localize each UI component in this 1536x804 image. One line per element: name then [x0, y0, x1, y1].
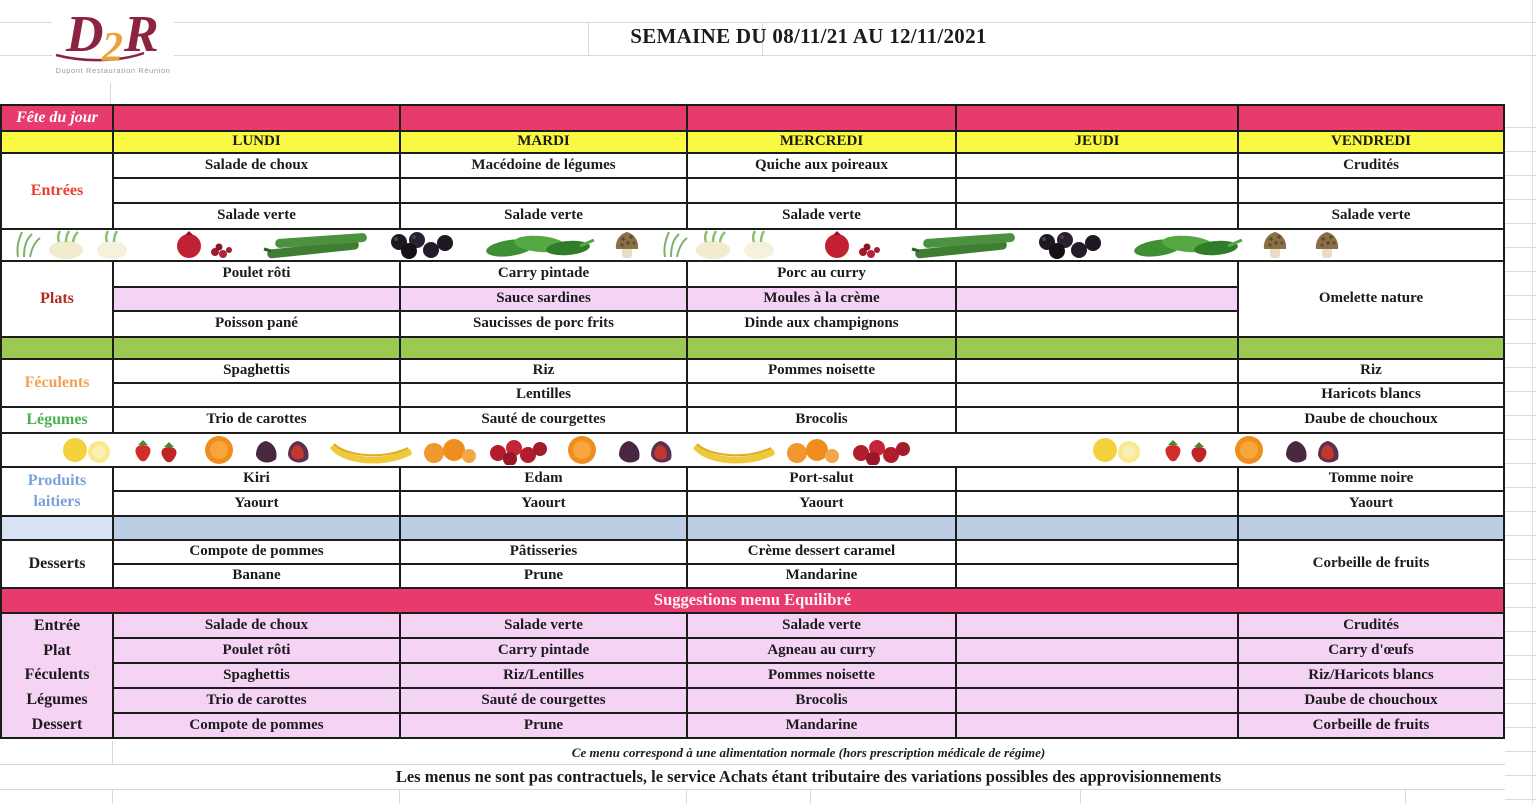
fete-cell — [114, 106, 399, 130]
menu-cell: Corbeille de fruits — [1239, 714, 1503, 737]
svg-text:2: 2 — [102, 25, 123, 69]
figs-icon — [248, 435, 326, 465]
menu-cell: Poulet rôti — [114, 639, 399, 662]
suggestion-label-legumes: Légumes — [26, 691, 88, 709]
pomegranate-icon — [815, 230, 900, 260]
menu-cell-merged: Corbeille de fruits — [1239, 541, 1503, 587]
strawberries-icon — [1155, 435, 1223, 465]
fete-du-jour-label: Fête du jour — [2, 106, 112, 130]
menu-cell: Yaourt — [688, 492, 955, 515]
menu-cell: Quiche aux poireaux — [688, 154, 955, 177]
gridline — [112, 741, 113, 765]
menu-cell: Salade verte — [401, 204, 686, 228]
menu-cell: Haricots blancs — [1239, 384, 1503, 406]
svg-text:R: R — [124, 6, 159, 63]
menu-cell — [401, 179, 686, 202]
section-label-desserts: Desserts — [2, 541, 112, 587]
gridline — [0, 55, 1536, 56]
cherries-icon — [847, 435, 919, 465]
morel-icon — [605, 230, 650, 260]
menu-cell: Porc au curry — [688, 262, 955, 286]
olives-icon — [381, 230, 473, 260]
green-band-cell — [401, 338, 686, 358]
pomegranate-icon — [167, 230, 252, 260]
menu-cell — [114, 179, 399, 202]
day-header-vendredi: VENDREDI — [1239, 132, 1503, 152]
menu-cell — [957, 468, 1237, 490]
lemon-icon — [1087, 435, 1155, 465]
fennel-icon — [657, 230, 807, 260]
d2r-logo-mark — [52, 3, 174, 69]
gridline — [0, 22, 1536, 23]
blue-band-cell — [114, 517, 399, 539]
menu-cell: Edam — [401, 468, 686, 490]
menu-cell — [957, 492, 1237, 515]
menu-cell: Spaghettis — [114, 664, 399, 687]
gridline — [1080, 790, 1081, 804]
menu-cell: Crudités — [1239, 614, 1503, 637]
d2r-logo — [52, 3, 174, 83]
menu-cell: Brocolis — [688, 689, 955, 712]
menu-table — [0, 104, 1505, 739]
menu-cell: Tomme noire — [1239, 468, 1503, 490]
menu-cell: Brocolis — [688, 408, 955, 432]
menu-cell: Agneau au curry — [688, 639, 955, 662]
menu-cell: Banane — [114, 565, 399, 587]
menu-cell: Pommes noisette — [688, 360, 955, 382]
menu-cell: Spaghettis — [114, 360, 399, 382]
menu-cell: Daube de chouchoux — [1239, 408, 1503, 432]
menu-cell: Crudités — [1239, 154, 1503, 177]
menu-cell: Salade de choux — [114, 154, 399, 177]
gridline — [1405, 790, 1406, 804]
suggestion-label-dessert: Dessert — [31, 715, 83, 733]
section-label-plats: Plats — [2, 262, 112, 336]
menu-cell: Macédoine de légumes — [401, 154, 686, 177]
menu-cell: Mandarine — [688, 565, 955, 587]
menu-cell: Salade verte — [401, 614, 686, 637]
menu-cell: Riz/Haricots blancs — [1239, 664, 1503, 687]
section-label-feculents: Féculents — [2, 360, 112, 406]
menu-cell — [957, 384, 1237, 406]
menu-cell — [957, 262, 1237, 286]
fruits-decoration-strip — [0, 434, 1505, 466]
menu-cell: Sauté de courgettes — [401, 408, 686, 432]
menu-cell — [1239, 179, 1503, 202]
logo-subtitle: Dupont Restauration Réunion — [55, 66, 171, 75]
menu-cell: Salade de choux — [114, 614, 399, 637]
section-label-legumes: Légumes — [2, 408, 112, 432]
menu-cell: Poulet rôti — [114, 262, 399, 286]
morel-icon — [1305, 230, 1350, 260]
menu-cell — [957, 288, 1237, 310]
green-band-cell — [1239, 338, 1503, 358]
menu-cell — [957, 639, 1237, 662]
menu-cell — [688, 384, 955, 406]
menu-cell: Yaourt — [1239, 492, 1503, 515]
strawberries-icon — [125, 435, 193, 465]
menu-cell: Salade verte — [688, 614, 955, 637]
footer-note-diet-text: Ce menu correspond à une alimentation normale (hors prescription médicale de régime) — [571, 744, 1046, 760]
figs-icon — [1278, 435, 1356, 465]
menu-cell: Lentilles — [401, 384, 686, 406]
blue-band-cell — [1239, 517, 1503, 539]
svg-text:D: D — [66, 6, 104, 63]
green-band-cell — [957, 338, 1237, 358]
menu-cell: Port-salut — [688, 468, 955, 490]
suggestion-label-plat: Plat — [43, 641, 71, 659]
header-and-entrees-block — [0, 104, 1505, 230]
menu-cell — [957, 179, 1237, 202]
menu-cell: Mandarine — [688, 714, 955, 737]
menu-cell: Carry pintade — [401, 639, 686, 662]
blue-band-cell — [401, 517, 686, 539]
menu-cell: Prune — [401, 714, 686, 737]
day-header-jeudi: JEUDI — [957, 132, 1237, 152]
menu-cell: Crème dessert caramel — [688, 541, 955, 563]
orange-icon — [556, 435, 611, 465]
orange-icon — [1223, 435, 1278, 465]
fruits-row-left — [57, 434, 907, 466]
greens-icon — [1128, 230, 1246, 260]
menu-cell: Riz — [401, 360, 686, 382]
gridline — [112, 790, 113, 804]
fete-cell — [1239, 106, 1503, 130]
menu-cell: Poisson pané — [114, 312, 399, 336]
menu-cell — [957, 614, 1237, 637]
menu-cell: Salade verte — [114, 204, 399, 228]
menu-cell — [957, 154, 1237, 177]
gridline — [686, 790, 687, 804]
apricots-icon — [418, 435, 484, 465]
fennel-icon — [10, 230, 160, 260]
vegetables-row — [10, 230, 1350, 260]
menu-cell: Daube de chouchoux — [1239, 689, 1503, 712]
green-band-cell — [2, 338, 112, 358]
olives-icon — [1029, 230, 1121, 260]
menu-cell: Yaourt — [114, 492, 399, 515]
menu-cell — [957, 714, 1237, 737]
footer-note-diet — [0, 741, 1505, 765]
menu-cell: Salade verte — [688, 204, 955, 228]
menu-cell: Trio de carottes — [114, 689, 399, 712]
menu-cell: Pâtisseries — [401, 541, 686, 563]
menu-cell — [688, 179, 955, 202]
menu-cell — [957, 360, 1237, 382]
menu-cell: Sauce sardines — [401, 288, 686, 310]
fete-cell — [688, 106, 955, 130]
green-band-cell — [688, 338, 955, 358]
day-header-mardi: MARDI — [401, 132, 686, 152]
gridline — [810, 790, 811, 804]
blue-band-cell — [688, 517, 955, 539]
gridline — [1532, 0, 1533, 804]
laitiers-desserts-suggestions-block — [0, 466, 1505, 739]
menu-cell — [957, 541, 1237, 563]
suggestion-label-feculents: Féculents — [24, 666, 90, 684]
menu-cell — [957, 204, 1237, 228]
section-label-produits-laitiers: Produits laitiers — [2, 468, 112, 515]
menu-cell: Compote de pommes — [114, 714, 399, 737]
fete-cell — [401, 106, 686, 130]
suggestions-row-labels — [2, 614, 112, 737]
green-band-cell — [114, 338, 399, 358]
menu-cell: Compote de pommes — [114, 541, 399, 563]
menu-cell: Pommes noisette — [688, 664, 955, 687]
menu-cell — [114, 288, 399, 310]
fruits-row-right — [1087, 434, 1337, 466]
menu-cell — [957, 312, 1237, 336]
banana-icon — [326, 435, 418, 465]
apricots-icon — [781, 435, 847, 465]
gridline — [399, 790, 400, 804]
blue-band-cell — [957, 517, 1237, 539]
menu-cell — [114, 384, 399, 406]
menu-cell — [957, 689, 1237, 712]
day-header-lundi: LUNDI — [114, 132, 399, 152]
corner-cell — [2, 132, 112, 152]
menu-cell: Kiri — [114, 468, 399, 490]
lemon-icon — [57, 435, 125, 465]
menu-cell: Sauté de courgettes — [401, 689, 686, 712]
menu-cell: Saucisses de porc frits — [401, 312, 686, 336]
menu-cell — [957, 408, 1237, 432]
cherries-icon — [484, 435, 556, 465]
menu-cell: Prune — [401, 565, 686, 587]
menu-cell: Carry pintade — [401, 262, 686, 286]
menu-cell: Yaourt — [401, 492, 686, 515]
suggestions-header: Suggestions menu Equilibré — [2, 589, 1503, 612]
footer-note-contract — [0, 765, 1505, 790]
menu-cell-merged: Omelette nature — [1239, 262, 1503, 336]
zucchini-icon — [259, 230, 374, 260]
menu-cell: Salade verte — [1239, 204, 1503, 228]
menu-cell: Dinde aux champignons — [688, 312, 955, 336]
menu-cell: Moules à la crème — [688, 288, 955, 310]
vegetables-decoration-strip — [0, 230, 1505, 260]
suggestion-label-entree: Entrée — [33, 617, 81, 635]
orange-icon — [193, 435, 248, 465]
menu-cell: Riz — [1239, 360, 1503, 382]
section-label-entrees: Entrées — [2, 154, 112, 228]
figs-icon — [611, 435, 689, 465]
zucchini-icon — [907, 230, 1022, 260]
menu-cell — [957, 664, 1237, 687]
page-title: SEMAINE DU 08/11/21 AU 12/11/2021 — [630, 24, 987, 48]
footer-note-contract-text: Les menus ne sont pas contractuels, le service Achats étant tributaire des variations possibles des approvisionnements — [395, 767, 1222, 786]
banana-icon — [689, 435, 781, 465]
day-header-mercredi: MERCREDI — [688, 132, 955, 152]
menu-cell: Trio de carottes — [114, 408, 399, 432]
greens-icon — [480, 230, 598, 260]
plats-feculents-block — [0, 260, 1505, 434]
morel-icon — [1253, 230, 1298, 260]
blue-band-cell — [2, 517, 112, 539]
menu-cell — [957, 565, 1237, 587]
menu-cell: Riz/Lentilles — [401, 664, 686, 687]
fete-cell — [957, 106, 1237, 130]
menu-cell: Carry d'œufs — [1239, 639, 1503, 662]
